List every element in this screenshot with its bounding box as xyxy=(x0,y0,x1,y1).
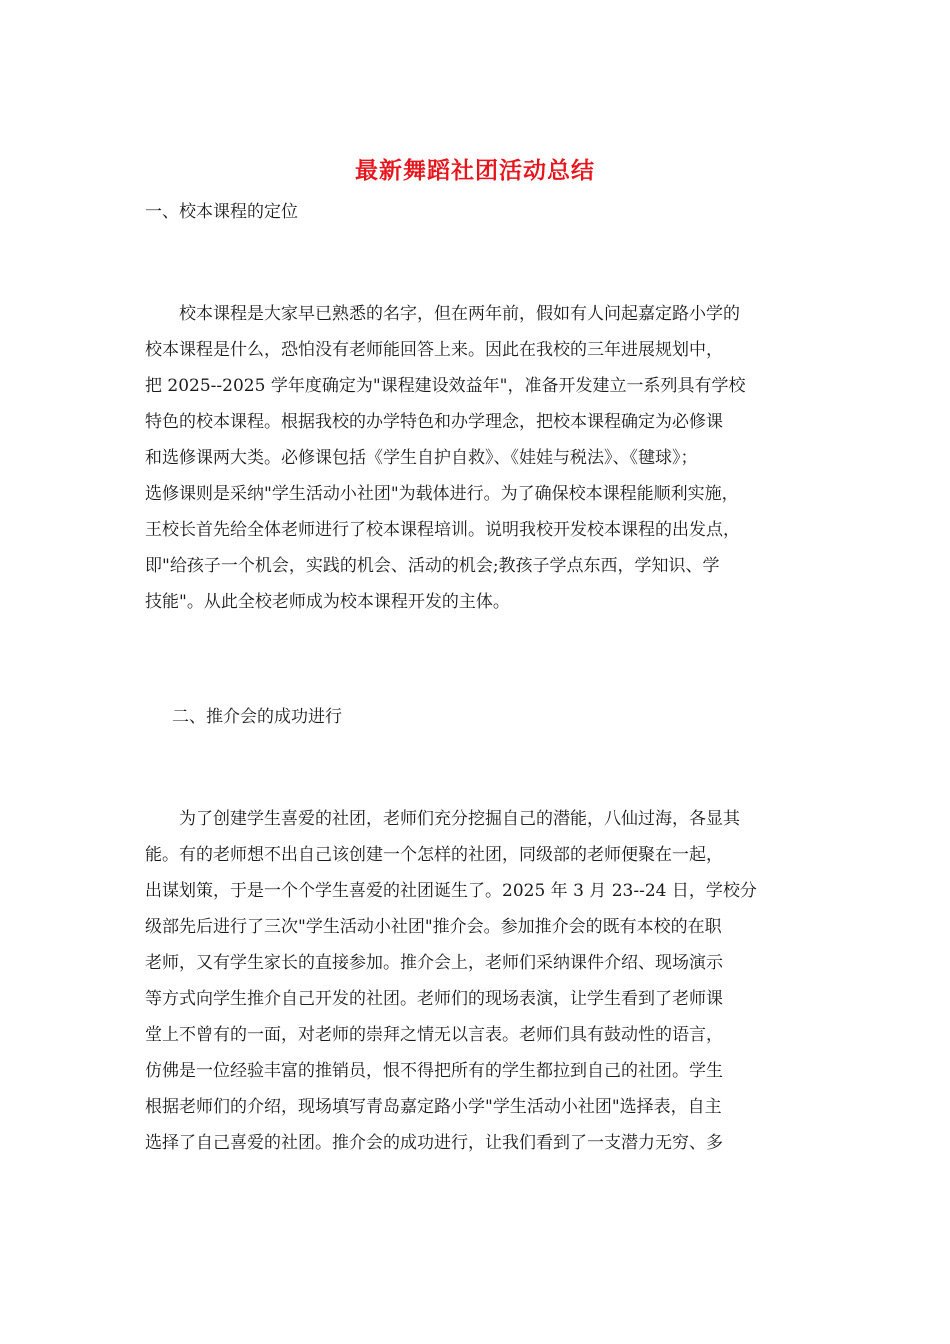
paragraph-line: 仿佛是一位经验丰富的推销员，恨不得把所有的学生都拉到自己的社团。学生 xyxy=(145,1061,723,1081)
paragraph-line: 级部先后进行了三次"学生活动小社团"推介会。参加推介会的既有本校的在职 xyxy=(145,917,722,937)
paragraph-2 xyxy=(145,801,807,1161)
paragraph-line: 特色的校本课程。根据我校的办学特色和办学理念，把校本课程确定为必修课 xyxy=(145,412,723,432)
paragraph-line: 把 2025--2025 学年度确定为"课程建设效益年"，准备开发建立一系列具有学校 xyxy=(145,376,746,396)
document-title: 最新舞蹈社团活动总结 xyxy=(355,158,595,184)
paragraph-line: 根据老师们的介绍，现场填写青岛嘉定路小学"学生活动小社团"选择表，自主 xyxy=(145,1097,722,1117)
paragraph-line: 和选修课两大类。必修课包括《学生自护自救》、《娃娃与税法》、《毽球》； xyxy=(145,448,698,468)
section-heading-2: 二、推介会的成功进行 xyxy=(172,707,342,727)
paragraph-line: 校本课程是什么，恐怕没有老师能回答上来。因此在我校的三年进展规划中， xyxy=(145,340,723,360)
paragraph-line: 校本课程是大家早已熟悉的名字，但在两年前，假如有人问起嘉定路小学的 xyxy=(145,304,740,324)
section-heading-1: 一、校本课程的定位 xyxy=(145,202,298,222)
paragraph-line: 即"给孩子一个机会，实践的机会、活动的机会;教孩子学点东西，学知识、学 xyxy=(145,556,720,576)
paragraph-line: 老师，又有学生家长的直接参加。推介会上，老师们采纳课件介绍、现场演示 xyxy=(145,953,723,973)
paragraph-line: 技能"。从此全校老师成为校本课程开发的主体。 xyxy=(145,592,510,612)
paragraph-line: 为了创建学生喜爱的社团，老师们充分挖掘自己的潜能，八仙过海，各显其 xyxy=(145,809,740,829)
paragraph-1 xyxy=(145,296,807,620)
paragraph-line: 等方式向学生推介自己开发的社团。老师们的现场表演，让学生看到了老师课 xyxy=(145,989,723,1009)
paragraph-line: 王校长首先给全体老师进行了校本课程培训。说明我校开发校本课程的出发点， xyxy=(145,520,740,540)
paragraph-line: 选择了自己喜爱的社团。推介会的成功进行，让我们看到了一支潜力无穷、多 xyxy=(145,1133,723,1153)
paragraph-line: 出谋划策，于是一个个学生喜爱的社团诞生了。2025 年 3 月 23--24 日，学校分 xyxy=(145,881,757,901)
paragraph-line: 选修课则是采纳"学生活动小社团"为载体进行。为了确保校本课程能顺利实施， xyxy=(145,484,739,504)
paragraph-line: 能。有的老师想不出自己该创建一个怎样的社团，同级部的老师便聚在一起， xyxy=(145,845,723,865)
paragraph-line: 堂上不曾有的一面，对老师的崇拜之情无以言表。老师们具有鼓动性的语言， xyxy=(145,1025,723,1045)
